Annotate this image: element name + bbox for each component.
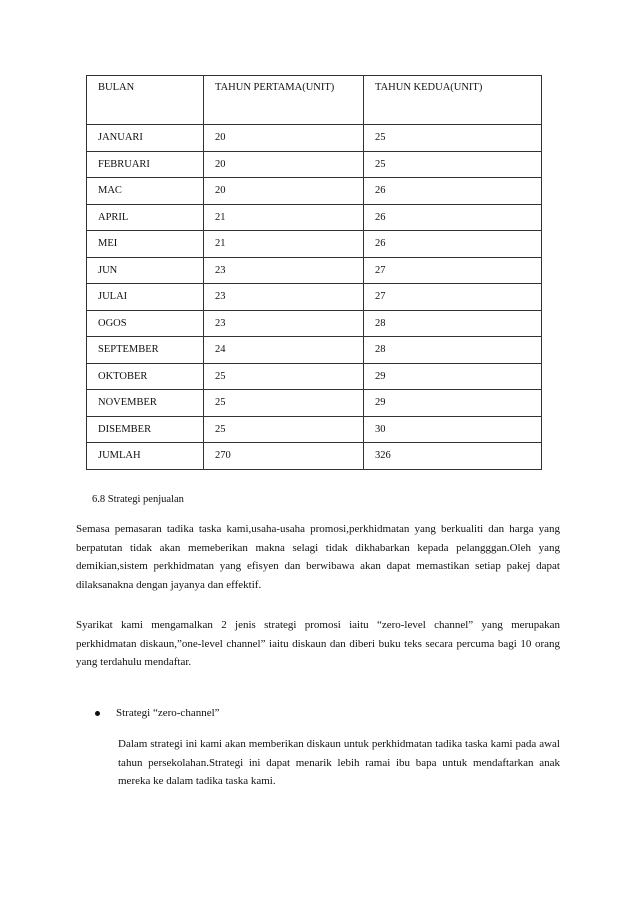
cell-month: DISEMBER xyxy=(87,416,204,443)
bullet-item xyxy=(95,707,220,719)
cell-year-two: 27 xyxy=(364,257,542,284)
cell-year-one: 24 xyxy=(204,337,364,364)
table-row xyxy=(87,443,542,470)
cell-year-one: 25 xyxy=(204,390,364,417)
table-row xyxy=(87,151,542,178)
cell-month: NOVEMBER xyxy=(87,390,204,417)
cell-month: OGOS xyxy=(87,310,204,337)
cell-year-one: 20 xyxy=(204,151,364,178)
cell-month: SEPTEMBER xyxy=(87,337,204,364)
table-row xyxy=(87,178,542,205)
cell-year-one: 21 xyxy=(204,231,364,258)
section-heading: 6.8 Strategi penjualan xyxy=(92,494,184,505)
cell-year-two: 26 xyxy=(364,231,542,258)
cell-month: JUMLAH xyxy=(87,443,204,470)
cell-month: JULAI xyxy=(87,284,204,311)
cell-year-one: 25 xyxy=(204,416,364,443)
table-row xyxy=(87,204,542,231)
table-row xyxy=(87,337,542,364)
bullet-dot-icon xyxy=(95,711,100,716)
cell-year-one: 25 xyxy=(204,363,364,390)
table-row xyxy=(87,231,542,258)
cell-month: JUN xyxy=(87,257,204,284)
sales-table xyxy=(86,75,542,470)
cell-year-one: 23 xyxy=(204,284,364,311)
cell-year-two: 27 xyxy=(364,284,542,311)
table-body xyxy=(87,125,542,470)
table-row xyxy=(87,416,542,443)
table-row xyxy=(87,390,542,417)
cell-year-two: 29 xyxy=(364,363,542,390)
cell-month: JANUARI xyxy=(87,125,204,152)
cell-month: FEBRUARI xyxy=(87,151,204,178)
cell-year-two: 326 xyxy=(364,443,542,470)
cell-year-one: 20 xyxy=(204,178,364,205)
table-row xyxy=(87,310,542,337)
header-bulan: BULAN xyxy=(87,76,204,125)
cell-year-two: 30 xyxy=(364,416,542,443)
cell-year-two: 26 xyxy=(364,204,542,231)
table-row xyxy=(87,257,542,284)
paragraph-promotion-types: Syarikat kami mengamalkan 2 jenis strategi promosi iaitu “zero-level channel” yang merupakan perkhidmatan diskaun,”one-level channel” iaitu diskaun dan diberi buku teks secara percuma bagi 10 orang yang terdahulu mendaftar. xyxy=(76,619,560,668)
cell-year-one: 23 xyxy=(204,310,364,337)
paragraph-zero-channel: Dalam strategi ini kami akan memberikan diskaun untuk perkhidmatan tadika taska kami pada awal tahun persekolahan.Strategi ini dapat menarik lebih ramai ibu bapa untuk mendaftarkan anak mereka ke dalam tadika taska kami. xyxy=(118,738,560,787)
cell-year-two: 26 xyxy=(364,178,542,205)
cell-year-two: 28 xyxy=(364,337,542,364)
cell-year-two: 25 xyxy=(364,151,542,178)
table-header-row xyxy=(87,76,542,125)
cell-month: APRIL xyxy=(87,204,204,231)
cell-year-two: 28 xyxy=(364,310,542,337)
cell-year-one: 21 xyxy=(204,204,364,231)
header-tahun-pertama: TAHUN PERTAMA(UNIT) xyxy=(204,76,364,125)
cell-month: MAC xyxy=(87,178,204,205)
table-row xyxy=(87,125,542,152)
cell-year-one: 23 xyxy=(204,257,364,284)
header-tahun-kedua: TAHUN KEDUA(UNIT) xyxy=(364,76,542,125)
cell-year-one: 270 xyxy=(204,443,364,470)
cell-month: MEI xyxy=(87,231,204,258)
cell-year-one: 20 xyxy=(204,125,364,152)
bullet-label: Strategi “zero-channel” xyxy=(116,707,220,719)
table-row xyxy=(87,284,542,311)
table-row xyxy=(87,363,542,390)
paragraph-sales-strategy: Semasa pemasaran tadika taska kami,usaha-usaha promosi,perkhidmatan yang berkualiti dan harga yang berpatutan tidak akan memeberikan makna selagi tidak dikhabarkan kepada pelangggan.Oleh yang demikian,sistem perkhidmatan yang efisyen dan berwibawa akan dapat memastikan setiap pakej dapat dilaksanakna dengan jayanya dan effektif. xyxy=(76,523,560,591)
cell-year-two: 29 xyxy=(364,390,542,417)
cell-month: OKTOBER xyxy=(87,363,204,390)
cell-year-two: 25 xyxy=(364,125,542,152)
